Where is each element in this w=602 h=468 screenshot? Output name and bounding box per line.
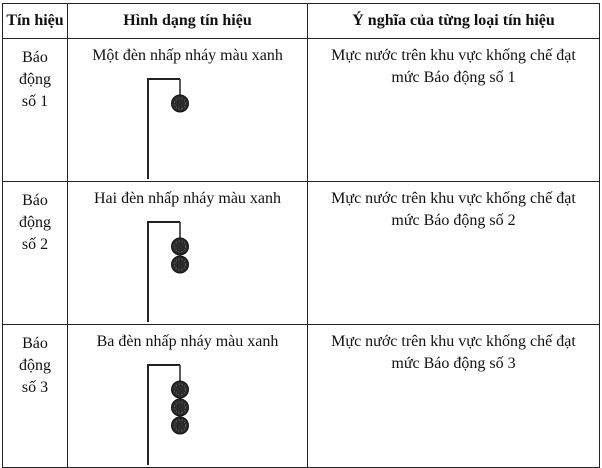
- lamp-icon: [172, 381, 189, 398]
- signal-name: Báo động số 2: [19, 192, 51, 253]
- meaning-text: Mực nước trên khu vực khống chế đạt mức Báo động số 3: [331, 333, 576, 372]
- meaning-cell: [308, 182, 600, 325]
- signal-cell: [3, 325, 68, 468]
- shape-description: Hai đèn nhấp nháy màu xanh: [93, 190, 282, 207]
- table-row: [3, 182, 600, 325]
- shape-description: Một đèn nhấp nháy màu xanh: [92, 47, 283, 64]
- meaning-text: Mực nước trên khu vực khống chế đạt mức Báo động số 2: [331, 190, 576, 229]
- table-row: [3, 325, 600, 468]
- shape-cell: [68, 182, 308, 325]
- signal-name: Báo động số 1: [19, 49, 51, 110]
- lamp-icon: [172, 417, 189, 434]
- lamp-icon: [172, 399, 189, 416]
- lamp-icon: [172, 238, 189, 255]
- signal-cell: [3, 182, 68, 325]
- signal-table: [2, 3, 600, 468]
- meaning-cell: [308, 39, 600, 182]
- signal-name: Báo động số 3: [19, 335, 51, 396]
- header-row: [3, 4, 600, 39]
- lamp-icon: [172, 95, 189, 112]
- shape-cell: [68, 39, 308, 182]
- shape-cell: [68, 325, 308, 468]
- meaning-text: Mực nước trên khu vực khống chế đạt mức Báo động số 1: [331, 47, 576, 86]
- header-shape: Hình dạng tín hiệu: [68, 4, 308, 39]
- lamp-signal-icon: [142, 218, 202, 323]
- header-meaning: Ý nghĩa của từng loại tín hiệu: [308, 4, 600, 39]
- signal-cell: [3, 39, 68, 182]
- header-signal: Tín hiệu: [3, 4, 68, 39]
- lamp-signal-icon: [142, 75, 202, 180]
- meaning-cell: [308, 325, 600, 468]
- shape-description: Ba đèn nhấp nháy màu xanh: [96, 333, 279, 350]
- lamp-signal-icon: [142, 361, 202, 466]
- table-row: [3, 39, 600, 182]
- lamp-icon: [172, 256, 189, 273]
